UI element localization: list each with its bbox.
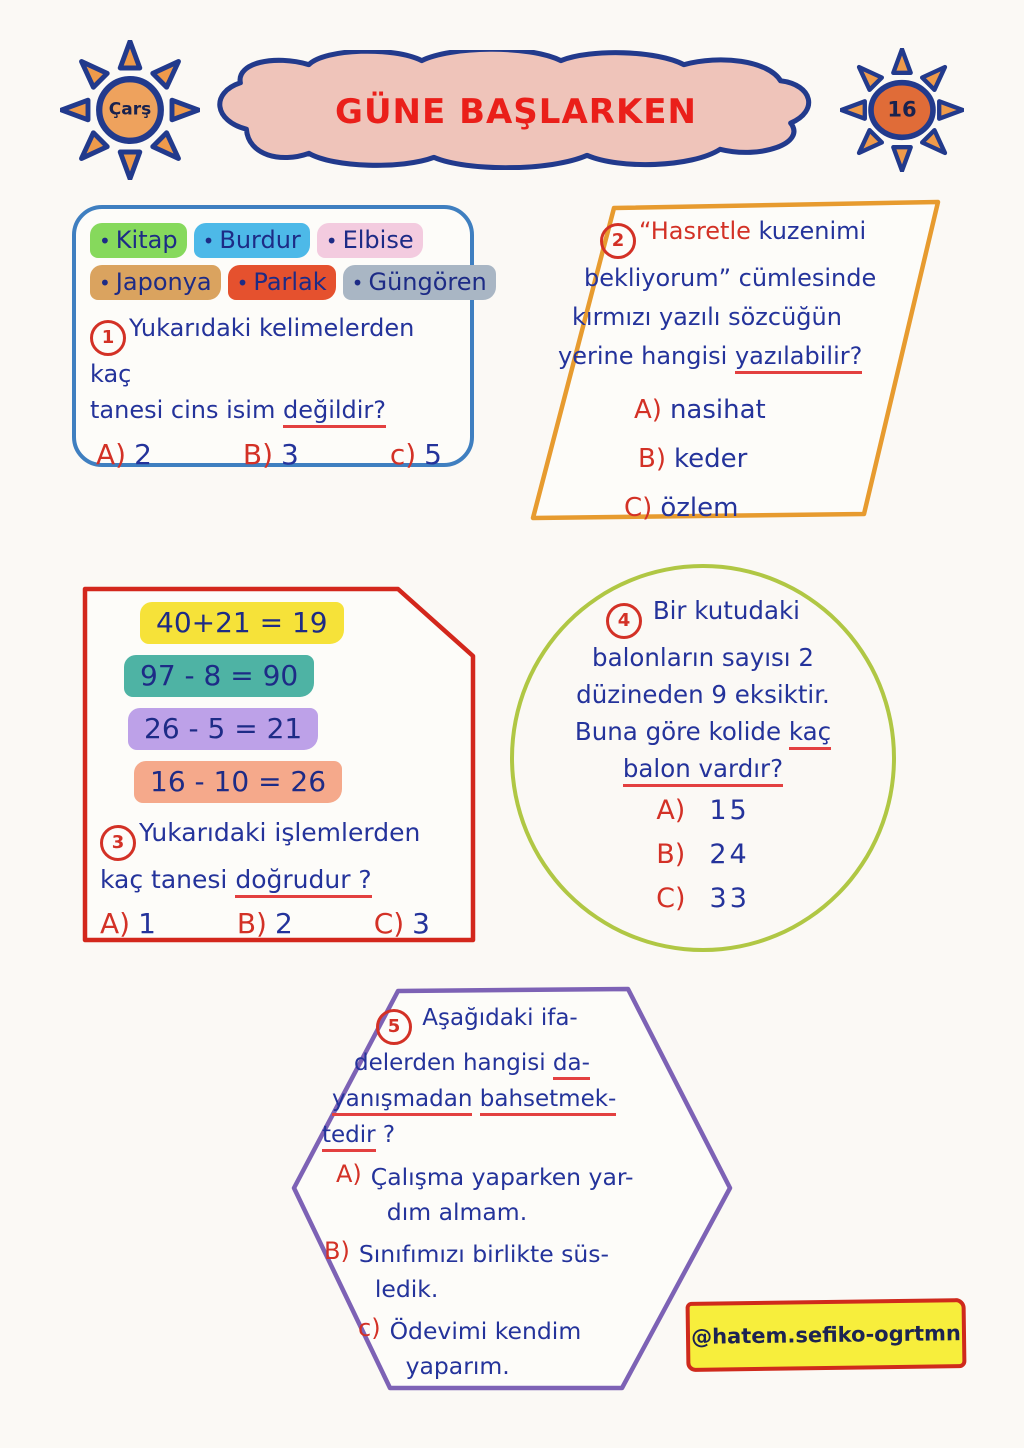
bullet-icon: • [351, 271, 364, 295]
q5-question-line4 [322, 1117, 716, 1153]
option-label: C) [656, 882, 686, 914]
option-label: A) [96, 438, 127, 471]
question5-content [308, 1000, 716, 1384]
q5-line4-suffix: ? [375, 1122, 396, 1148]
q1-word-row-1 [90, 223, 460, 258]
q4-number-badge: 4 [606, 603, 642, 639]
bullet-icon: • [325, 229, 338, 253]
word-chip-gungoren [343, 265, 496, 300]
q5-line1-text: Aşağıdaki ifa- [415, 1005, 578, 1031]
option-value: 33 [709, 882, 750, 914]
option-label: A) [336, 1160, 362, 1188]
option-value: 1 [138, 907, 156, 940]
option-label: C) [624, 492, 653, 523]
bullet-icon: • [236, 271, 249, 295]
word-label: Parlak [253, 268, 327, 296]
equation-chip: 16 - 10 = 26 [134, 761, 342, 803]
q3-question-text [100, 814, 458, 899]
word-chip-kitap [90, 223, 187, 258]
q4-question-line4 [514, 713, 892, 750]
option-value: 5 [424, 438, 442, 471]
q2-options [538, 386, 942, 533]
option-value: nasihat [669, 394, 766, 425]
option-label: A) [656, 794, 686, 826]
option-label: A) [100, 907, 131, 940]
equation-chip: 40+21 = 19 [140, 602, 344, 644]
q5-question-line3 [332, 1081, 716, 1117]
q4-option-b [514, 833, 892, 877]
option-value: 3 [281, 438, 299, 471]
handle-text: @hatem.sefiko-ogrtmn [690, 1321, 962, 1349]
q4-question-line1 [514, 592, 892, 639]
question2-content [538, 212, 942, 533]
q1-question-text [90, 310, 458, 428]
q3-option-b [237, 907, 293, 940]
question1-box [72, 205, 487, 471]
option-value [390, 1314, 582, 1384]
page-number-sun-icon [840, 48, 964, 172]
q4-underlined-word-1: kaç [789, 717, 831, 750]
q1-option-b [243, 438, 299, 471]
weekday-sun-icon [60, 40, 200, 180]
q5-underlined-bahsetmek: bahsetmek- [480, 1086, 617, 1116]
q3-question-line2: kaç tanesi [100, 865, 236, 894]
option-label: A) [634, 394, 662, 425]
q2-option-a [634, 386, 942, 435]
q2-number-badge: 2 [600, 223, 636, 259]
q2-line1-rest: kuzenimi [750, 217, 867, 245]
q3-equation-1 [140, 602, 458, 644]
q4-question-line2: balonların sayısı 2 [592, 642, 814, 672]
instagram-handle-badge [686, 1298, 967, 1372]
word-chip-parlak [228, 265, 336, 300]
q5-question-line2 [354, 1045, 716, 1081]
word-chip-elbise [317, 223, 423, 258]
option-line2: ledik. [374, 1275, 439, 1303]
q4-line4-pre: Buna göre kolide [574, 716, 789, 746]
q4-options [514, 789, 892, 921]
option-line1: Ödevimi kendim [389, 1317, 582, 1345]
q1-underlined-word: değildir? [283, 396, 386, 428]
q4-question-line3: düzineden 9 eksiktir. [576, 679, 830, 709]
option-label: B) [324, 1237, 350, 1265]
question3-content [100, 602, 458, 940]
q4-line1-text: Bir kutudaki [645, 596, 800, 625]
q2-line4-pre: yerine hangisi [558, 341, 735, 370]
option-value: özlem [660, 492, 739, 523]
question4-circle [510, 564, 896, 952]
q2-option-c [624, 484, 942, 533]
option-line2: yaparım. [405, 1352, 510, 1380]
q3-question-line1: Yukarıdaki işlemlerden [139, 818, 421, 847]
equation-chip: 26 - 5 = 21 [128, 708, 318, 750]
option-label: B) [638, 443, 666, 474]
option-label: C) [373, 907, 405, 940]
word-label: Kitap [115, 226, 178, 254]
q1-word-row-2 [90, 265, 487, 300]
word-label: Burdur [219, 226, 301, 254]
weekday-label: Çarş [108, 99, 152, 120]
option-line2: dım almam. [386, 1198, 528, 1226]
q1-number-badge: 1 [90, 320, 126, 356]
option-value: 2 [134, 438, 152, 471]
q2-question-line1 [600, 212, 942, 259]
q1-option-c [390, 438, 442, 471]
option-label: B) [242, 438, 274, 471]
q1-question-line2: tanesi cins isim [90, 396, 283, 424]
option-label: c) [389, 438, 417, 471]
q5-underlined-tedir: tedir [322, 1122, 376, 1152]
q5-underlined-da: da- [553, 1050, 590, 1080]
option-label: B) [236, 907, 267, 940]
option-label: B) [656, 838, 686, 870]
q3-option-c [374, 907, 430, 940]
option-value: keder [673, 443, 748, 474]
q5-number-badge: 5 [376, 1009, 412, 1045]
q5-underlined-yanismadan: yanışmadan [332, 1086, 472, 1116]
q3-options [100, 907, 430, 940]
q4-option-c [514, 877, 892, 921]
q5-question-line1 [376, 1000, 716, 1045]
word-chip-japonya [90, 265, 221, 300]
q3-option-a [100, 907, 156, 940]
q3-number-badge: 3 [100, 825, 136, 861]
page-title: GÜNE BAŞLARKEN [335, 92, 697, 133]
q1-question-line1: Yukarıdaki kelimelerden kaç [90, 314, 415, 388]
word-label: Japonya [115, 268, 212, 296]
q5-option-a [336, 1160, 716, 1230]
q5-line2-pre: delerden hangisi [354, 1050, 553, 1076]
q3-underlined-word: doğrudur ? [235, 865, 371, 898]
q4-question-line5 [514, 750, 892, 787]
title-cloud [196, 50, 836, 170]
q3-equation-3 [128, 708, 458, 750]
word-label: Güngören [368, 268, 487, 296]
q2-underlined-word: yazılabilir? [735, 342, 862, 374]
q2-question-line3: kırmızı yazılı sözcüğün [572, 302, 842, 331]
q4-option-a [514, 789, 892, 833]
question4-content [514, 568, 892, 921]
word-chip-burdur [194, 223, 310, 258]
equation-chip: 97 - 8 = 90 [124, 655, 314, 697]
bullet-icon: • [99, 271, 111, 295]
option-value: 15 [709, 794, 750, 826]
option-label: c) [358, 1314, 381, 1342]
q3-equation-2 [124, 655, 458, 697]
option-value: 3 [412, 907, 430, 940]
word-label: Elbise [342, 226, 414, 254]
option-line1: Sınıfımızı birlikte süs- [358, 1240, 610, 1268]
q2-option-b [638, 435, 942, 484]
option-line1: Çalışma yaparken yar- [370, 1163, 634, 1191]
option-value: 2 [274, 907, 293, 940]
q2-question-line4 [558, 337, 942, 376]
option-value [371, 1160, 634, 1230]
option-value [359, 1237, 609, 1307]
page-number: 16 [887, 97, 917, 122]
bullet-icon: • [99, 229, 111, 253]
q4-underlined-word-2: balon vardır? [623, 754, 783, 787]
option-value: 24 [709, 838, 750, 870]
q2-red-word: “Hasretle [639, 217, 751, 245]
q1-option-a [96, 438, 152, 471]
q5-option-b [324, 1237, 716, 1307]
q1-options [90, 436, 460, 471]
q5-option-c [358, 1314, 716, 1384]
q3-equation-4 [134, 761, 458, 803]
q2-question-line2: bekliyorum” cümlesinde [584, 263, 877, 292]
bullet-icon: • [202, 229, 215, 253]
